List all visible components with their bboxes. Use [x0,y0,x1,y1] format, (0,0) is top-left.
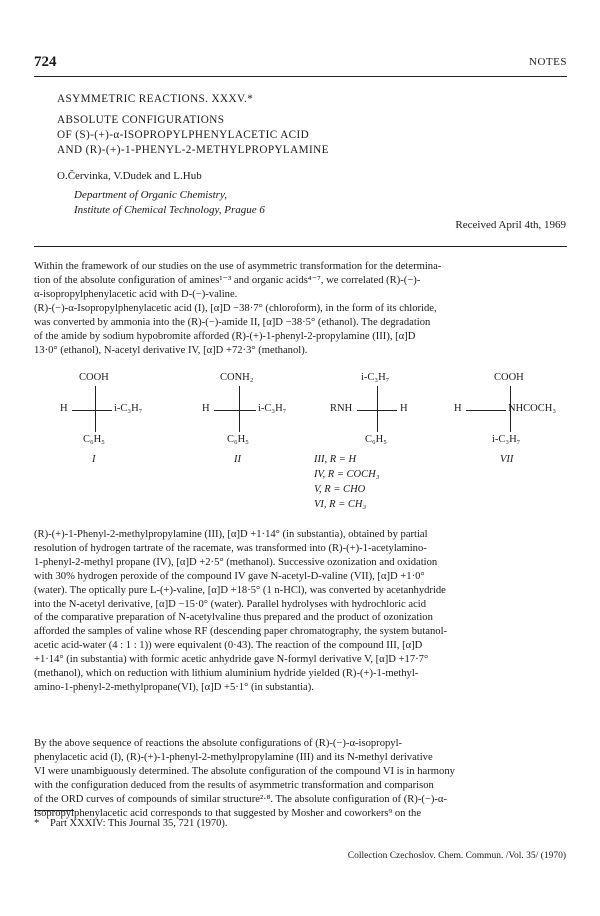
bond [95,386,96,432]
text-line: Within the framework of our studies on the use of asymmetric transformation for the determina- [34,261,442,272]
group-right: i-C₃H₇ [114,403,143,414]
bond [239,386,240,432]
text-line: amino-1-phenyl-2-methylpropane(VI), [α]D +5·1° (in substantia). [34,681,314,693]
footnote [34,818,228,829]
text-line: tion of the absolute configuration of amines¹⁻³ and organic acids⁴⁻⁷, we correlated (R)-(−)- [34,274,421,286]
section-name: NOTES [529,56,567,68]
compound-variant: III, R = H [314,454,357,465]
text-line: of the amide by sodium hypobromite afforded (R)-(+)-1-phenyl-2-propylamine (III), [α]D [34,330,416,342]
bond [377,386,378,432]
group-bottom: C₆H₅ [365,434,387,445]
authors: O.Červinka, V.Dudek and L.Hub [57,170,202,182]
article-series: ASYMMETRIC REACTIONS. XXXV.* [57,93,254,105]
group-left: H [202,403,210,414]
article-title-line: ABSOLUTE CONFIGURATIONS [57,114,225,126]
text-line: resolution of hydrogen tartrate of the racemate, was transformed into (R)-(+)-1-acetylamino- [34,542,427,554]
text-line: into the N-acetyl derivative, [α]D −15·0° (water). Parallel hydrolyses with hydrochloric acid [34,598,427,610]
text-line: +1·14° (in substantia) with formic acetic anhydride gave N-formyl derivative V, [α]D +17·7° [34,654,429,666]
text-line: was converted by ammonia into the (R)-(−)-amide II, [α]D −38·5° (ethanol). The degradation [34,316,431,328]
footnote-divider [34,810,74,811]
bond [357,410,397,411]
text-line: By the above sequence of reactions the absolute configurations of (R)-(−)-α-isopropyl- [34,738,403,749]
text-line: of the comparative preparation of N-acetylvaline thus prepared and the product of ozonization [34,612,433,624]
text-line: with the configuration deduced from the results of asymmetric transformation and comparison [34,779,434,791]
received-date: Received April 4th, 1969 [455,219,566,231]
page-header [34,54,567,76]
group-bottom: C₆H₅ [227,434,249,445]
text-line: with 30% hydrogen peroxide of the compound IV gave N-acetyl-D-valine (VII), [α]D +1·0° [34,570,425,582]
text-line: (R)-(+)-1-Phenyl-2-methylpropylamine (III), [α]D +1·14° (in substantia), obtained by partial [34,529,428,540]
footnote-mark: * [34,818,40,829]
compound-label: I [92,454,96,465]
group-top: CONH₂ [220,372,254,383]
group-top: i-C₃H₇ [361,372,390,383]
affiliation-line: Institute of Chemical Technology, Prague 6 [74,204,265,216]
text-line: acetic acid-water (4 : 1 : 1)) were equivalent (0·43). The reaction of the compound III, [α]D [34,640,423,652]
text-line: afforded the samples of valine whose RF (descending paper chromatography, the system butanol- [34,626,448,638]
group-top: COOH [79,372,109,383]
group-right: i-C₃H₇ [258,403,287,414]
text-line: α-isopropylphenylacetic acid with D-(−)-valine. [34,288,238,300]
text-line: phenylacetic acid (I), (R)-(+)-1-phenyl-2-methylpropylamine (III) and its N-methyl derivative [34,751,433,763]
paragraph-conclusion [34,737,567,820]
bond [72,410,112,411]
text-line: (methanol), which on reduction with lithium aluminium hydride yielded (R)-(+)-1-methyl- [34,668,419,680]
text-line: 1-phenyl-2-methyl propane (IV), [α]D +2·5° (methanol). Successive ozonization and oxidation [34,556,438,568]
article-title [57,113,557,158]
group-left: RNH [330,403,353,414]
footnote-text: Part XXXIV: This Journal 35, 721 (1970). [50,818,228,829]
text-line: (water). The optically pure L-(+)-valine, [α]D +18·5° (1 n-HCl), was converted by acetanhydride [34,584,446,596]
paragraph-intro [34,260,567,302]
group-right: H [400,403,408,414]
structure-formulas [34,372,567,524]
compound-label: VII [500,454,514,465]
article-title-line: OF (S)-(+)-α-ISOPROPYLPHENYLACETIC ACID [57,129,310,141]
group-top: COOH [494,372,524,383]
paragraph-experiments [34,528,567,695]
text-line: VI were unambiguously determined. The absolute configuration of the compound VI is in harmony [34,765,455,777]
group-left: H [60,403,68,414]
bond [214,410,256,411]
compound-label: II [234,454,241,465]
text-line: 13·0° (ethanol), N-acetyl derivative IV, [α]D +72·3° (methanol). [34,344,308,356]
group-right: NHCOCH₃ [508,403,556,414]
header-rule [34,76,567,77]
text-line: (R)-(−)-α-Isopropylphenylacetic acid (I), [α]D −38·7° (chloroform), in the form of its chloride, [34,303,437,314]
text-line: isopropylphenylacetic acid corresponds to that suggested by Mosher and coworkers⁹ on the [34,807,422,819]
bond [466,410,506,411]
journal-footer: Collection Czechoslov. Chem. Commun. /Vol. 35/ (1970) [347,851,566,861]
text-line: of the ORD curves of compounds of similar structure²·⁸. The absolute configuration of (R)-(−)-α- [34,793,448,805]
group-left: H [454,403,462,414]
article-title-line: AND (R)-(+)-1-PHENYL-2-METHYLPROPYLAMINE [57,144,329,156]
compound-variant: IV, R = COCH₃ [314,469,380,480]
affiliation-line: Department of Organic Chemistry, [74,189,227,201]
group-bottom: C₆H₅ [83,434,105,445]
group-bottom: i-C₃H₇ [492,434,521,445]
divider [34,246,567,247]
compound-variant: VI, R = CH₃ [314,499,367,510]
paragraph-conversion [34,302,567,358]
page-number: 724 [34,54,57,70]
compound-variant: V, R = CHO [314,484,366,495]
affiliation [74,188,265,218]
